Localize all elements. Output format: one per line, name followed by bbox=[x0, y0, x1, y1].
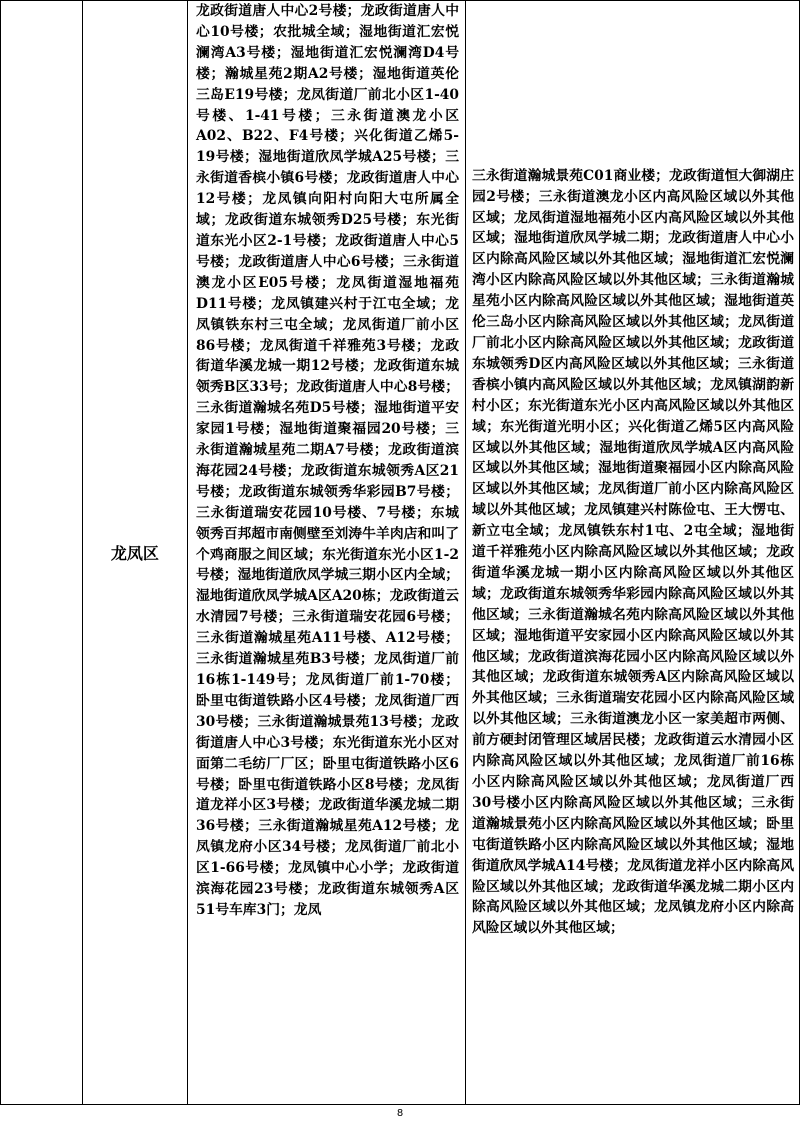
empty-index-cell bbox=[1, 1, 83, 1105]
table-row bbox=[1, 1, 800, 1105]
district-cell: 龙凤区 bbox=[82, 1, 187, 1105]
medium-risk-areas-cell bbox=[466, 1, 800, 1105]
high-risk-areas-text: 龙政街道唐人中心2号楼；龙政街道唐人中心10号楼；农批城全域；湿地街道汇宏悦澜湾A3号楼；湿地街道汇宏悦澜湾D4号楼；瀚城星苑2期A2号楼；湿地街道英伦三岛E19号楼；龙凤街道厂前北小区1-40号楼、1-41号楼；三永街道澳龙小区A02、B22、F4号楼；兴化街道乙烯5-19号楼；湿地街道欣凤学城A25号楼；三永街道香槟小镇6号楼；龙政街道唐人中心12号楼；龙凤镇向阳村向阳大屯所属全域；龙政街道东城领秀D25号楼；东光街道东光小区2-1号楼；龙政街道唐人中心5号楼；龙政街道唐人中心6号楼；三永街道澳龙小区E05号楼；龙凤街道湿地福苑D11号楼；龙凤镇建兴村于江屯全域；龙凤镇铁东村三屯全域；龙凤街道厂前小区86号楼；龙凤街道千祥雅苑3号楼；龙政街道华溪龙城一期12号楼；龙政街道东城领秀B区33号；龙政街道唐人中心8号楼；三永街道瀚城名苑D5号楼；湿地街道平安家园1号楼；湿地街道聚福园20号楼；三永街道瀚城星苑二期A7号楼；龙政街道滨海花园24号楼；龙政街道东城领秀A区21号楼；龙政街道东城领秀华彩园B7号楼；三永街道瑞安花园10号楼、7号楼；东城领秀百邦超市南侧壁至刘涛牛羊肉店和叫了个鸡商服之间区域；东光街道东光小区1-2号楼；湿地街道欣凤学城三期小区内全域；湿地街道欣凤学城A区A20栋；龙政街道云水清园7号楼；三永街道瑞安花园6号楼；三永街道瀚城星苑A11号楼、A12号楼；三永街道瀚城星苑B3号楼；龙凤街道厂前16栋1-149号；龙凤街道厂前1-70楼；卧里屯街道铁路小区4号楼；龙凤街道厂西30号楼；三永街道瀚城景苑13号楼；龙政街道唐人中心3号楼；东光街道东光小区对面第二毛纺厂厂区；卧里屯街道铁路小区6号楼；卧里屯街道铁路小区8号楼；龙凤街道龙祥小区3号楼；龙政街道华溪龙城二期36号楼；三永街道瀚城星苑A12号楼；龙凤镇龙府小区34号楼；龙凤街道厂前北小区1-66号楼；龙凤镇中心小学；龙政街道滨海花园23号楼；龙政街道东城领秀A区51号车库3门；龙凤 bbox=[196, 3, 459, 918]
high-risk-areas-cell bbox=[188, 1, 466, 1105]
page-number: 8 bbox=[396, 1108, 404, 1119]
medium-risk-areas-text: 三永街道瀚城景苑C01商业楼；龙政街道恒大御湖庄园2号楼；三永街道澳龙小区内高风险区域以外其他区域；龙凤街道湿地福苑小区内高风险区域以外其他区域；湿地街道欣凤学城二期；龙政街道唐人中心小区内除高风险区域以外其他区域；湿地街道汇宏悦澜湾小区内除高风险区域以外其他区域；三永街道瀚城星苑小区内除高风险区域以外其他区域；湿地街道英伦三岛小区内除高风险区域以外其他区域；龙凤街道厂前北小区内除高风险区域以外其他区域；龙政街道东城领秀D区内高风险区域以外其他区域；三永街道香槟小镇内高风险区域以外其他区域；龙凤镇湖韵新村小区；东光街道东光小区内高风险区域以外其他区域；东光街道光明小区；兴化街道乙烯5区内高风险区域以外其他区域；湿地街道欣凤学城A区内高风险区域以外其他区域；湿地街道聚福园小区内除高风险区域以外其他区域；龙凤街道厂前小区内除高风险区域以外其他区域；龙凤镇建兴村陈俭屯、王大愣屯、新立屯全域；龙凤镇铁东村1屯、2屯全域；湿地街道千祥雅苑小区内除高风险区域以外其他区域；龙政街道华溪龙城一期小区内除高风险区域以外其他区域；龙政街道东城领秀华彩园内除高风险区域以外其他区域；三永街道瀚城名苑内除高风险区域以外其他区域；湿地街道平安家园小区内除高风险区域以外其他区域；龙政街道滨海花园小区内除高风险区域以外其他区域；龙政街道东城领秀A区内除高风险区域以外其他区域；三永街道瑞安花园小区内除高风险区域以外其他区域；三永街道澳龙小区一家美超市两侧、前方硬封闭管理区域居民楼；龙政街道云水清园小区内除高风险区域以外其他区域；龙凤街道厂前16栋小区内除高风险区域以外其他区域；龙凤街道厂西30号楼小区内除高风险区域以外其他区域；三永街道瀚城景苑小区内除高风险区域以外其他区域；卧里屯街道铁路小区内除高风险区域以外其他区域；湿地街道欣凤学城A14号楼；龙凤街道龙祥小区内除高风险区域以外其他区域；龙政街道华溪龙城二期小区内除高风险区域以外其他区域；龙凤镇龙府小区内除高风险区域以外其他区域； bbox=[472, 167, 794, 937]
